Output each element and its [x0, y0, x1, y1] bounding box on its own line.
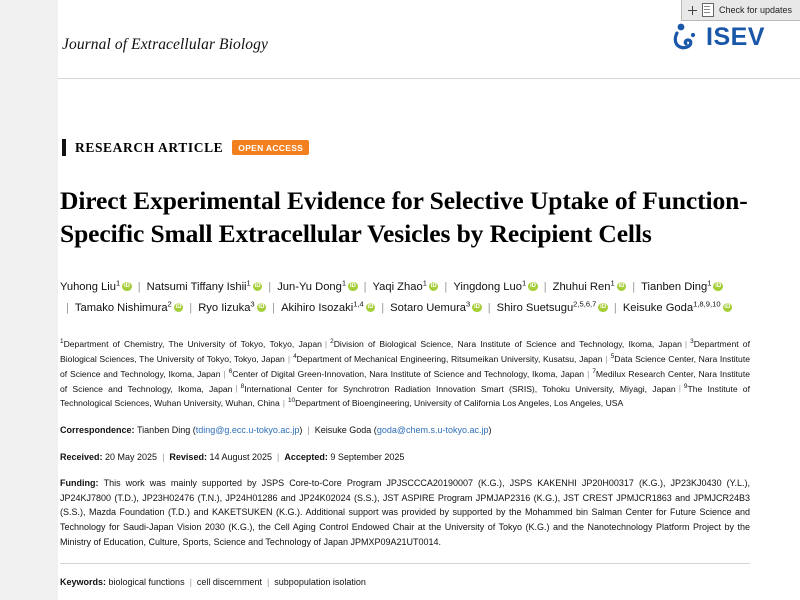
author-affiliation-marker: 1 — [116, 278, 121, 288]
author-name[interactable]: Zhuhui Ren$^1$ iD — [553, 281, 627, 293]
date-value-revised: 14 August 2025 — [209, 451, 273, 462]
author-separator: | — [381, 302, 385, 315]
crossmark-icon — [688, 6, 697, 15]
corresponding-author-email-link[interactable]: goda@chem.s.u-tokyo.ac.jp — [376, 425, 489, 436]
orcid-icon[interactable] — [723, 303, 733, 313]
author-affiliation-marker: 1,8,9,10 — [693, 299, 721, 309]
author-name[interactable]: Tamako Nishimura$^2$ iD — [75, 302, 183, 314]
correspondence-separator: | — [307, 425, 310, 436]
affiliation-marker: 3 — [690, 338, 694, 346]
keyword-item[interactable]: biological functions — [108, 577, 185, 588]
corresponding-author-name: Tianben Ding ( — [137, 425, 196, 436]
affiliation-separator: | — [684, 339, 688, 350]
affiliation-marker: 8 — [240, 382, 245, 390]
paper-title: Direct Experimental Evidence for Selective Uptake of Function-Specific Small Extracellular Vesicles by Recipient Cells — [60, 186, 748, 249]
corresponding-paren-close: ) — [488, 425, 492, 436]
publication-dates — [60, 450, 750, 465]
affiliation-separator: | — [587, 368, 590, 379]
date-label-revised: Revised: — [169, 451, 210, 462]
isev-wordmark: ISEV — [706, 22, 765, 51]
page-left-margin-rail — [0, 0, 58, 600]
open-access-badge: OPEN ACCESS — [232, 140, 309, 156]
affiliation-list — [60, 337, 750, 411]
affiliation-text: Medilux Research Center, Nara Institute of Science and Technology, Ikoma, Japan — [60, 368, 750, 394]
author-name[interactable]: Ryo Iizuka$^3$ iD — [198, 302, 266, 314]
orcid-icon[interactable] — [429, 282, 439, 292]
keyword-item[interactable]: cell discernment — [196, 577, 262, 588]
correspondence-label: Correspondence: — [60, 425, 138, 436]
author-affiliation-marker: 1 — [246, 278, 251, 288]
author-affiliation-marker: 3 — [250, 299, 255, 309]
affiliation-marker: 1 — [60, 338, 64, 346]
author-separator: | — [272, 302, 276, 315]
author-name[interactable]: Yaqi Zhao$^1$ iD — [373, 281, 439, 293]
author-affiliation-marker: 2 — [167, 299, 172, 309]
corresponding-author-name: Keisuke Goda ( — [314, 425, 377, 436]
affiliation-text: Division of Biological Science, Nara Institute of Science and Technology, Ikoma, Japan — [333, 339, 682, 350]
author-separator: | — [137, 281, 141, 294]
isev-logo[interactable] — [672, 22, 765, 52]
author-separator: | — [189, 302, 193, 315]
affiliation-separator: | — [678, 383, 681, 394]
author-separator: | — [632, 281, 636, 294]
author-affiliation-marker: 1 — [610, 278, 615, 288]
article-page — [58, 0, 800, 600]
article-type-row — [58, 139, 800, 156]
author-separator: | — [613, 302, 617, 315]
author-separator: | — [268, 281, 272, 294]
affiliation-separator: | — [235, 383, 238, 394]
correspondence-block[interactable] — [60, 423, 750, 438]
orcid-icon[interactable] — [472, 303, 482, 313]
affiliation-marker: 4 — [293, 352, 297, 360]
orcid-icon[interactable] — [257, 303, 267, 313]
funding-label: Funding: — [60, 478, 104, 489]
funding-statement — [60, 476, 750, 549]
affiliation-marker: 7 — [592, 367, 596, 375]
isev-emblem-icon — [672, 22, 700, 52]
keyword-separator: | — [266, 577, 270, 588]
orcid-icon[interactable] — [174, 303, 184, 313]
check-for-updates-label: Check for updates — [718, 5, 792, 15]
author-affiliation-marker: 3 — [466, 299, 471, 309]
document-icon — [702, 3, 714, 17]
affiliation-text: Department of Bioengineering, University of California Los Angeles, Los Angeles, USA — [295, 398, 624, 409]
affiliation-separator: | — [287, 353, 291, 364]
affiliation-separator: | — [282, 398, 285, 409]
affiliation-text: The Institute of Technological Sciences, Wuhan University, Wuhan, China — [60, 383, 750, 409]
author-separator: | — [487, 302, 491, 315]
affiliation-marker: 9 — [683, 382, 688, 390]
date-value-received: 20 May 2025 — [105, 451, 158, 462]
author-affiliation-marker: 1 — [422, 278, 427, 288]
author-affiliation-marker: 2,5,6,7 — [573, 299, 597, 309]
author-name[interactable]: Sotaro Uemura$^3$ iD — [390, 302, 482, 314]
check-for-updates-badge[interactable] — [681, 0, 800, 21]
journal-title: Journal of Extracellular Biology — [62, 36, 268, 53]
affiliation-marker: 6 — [228, 367, 233, 375]
author-separator: | — [363, 281, 367, 294]
orcid-icon[interactable] — [348, 282, 358, 292]
article-type-label: RESEARCH ARTICLE — [75, 139, 224, 155]
author-separator: | — [444, 281, 448, 294]
keywords-row — [60, 563, 750, 590]
orcid-icon[interactable] — [617, 282, 627, 292]
author-affiliation-marker: 1 — [341, 278, 347, 288]
affiliation-marker: 2 — [330, 338, 334, 346]
date-label-received: Received: — [60, 451, 106, 462]
keyword-item[interactable]: subpopulation isolation — [274, 577, 366, 588]
orcid-icon[interactable] — [598, 303, 608, 313]
author-list — [60, 276, 760, 319]
author-affiliation-marker: 1 — [521, 278, 527, 288]
author-separator: | — [66, 302, 69, 315]
date-label-accepted: Accepted: — [284, 451, 331, 462]
author-name[interactable]: Tianben Ding$^1$iD — [641, 281, 723, 293]
author-name[interactable]: Akihiro Isozaki$^{1,4}$ iD — [281, 302, 375, 314]
author-affiliation-marker: 1,4 — [353, 299, 364, 309]
affiliation-text: Data Science Center, Nara Institute of Science and Technology, Ikoma, Japan — [60, 353, 750, 379]
corresponding-author-email-link[interactable]: tding@g.ecc.u-tokyo.ac.jp — [195, 425, 300, 436]
affiliation-separator: | — [605, 353, 608, 364]
orcid-icon[interactable] — [253, 282, 263, 292]
affiliation-text: Center of Digital Green-Innovation, Nara Institute of Science and Technology, Ikoma, Japan — [232, 368, 585, 379]
affiliation-text: Department of Chemistry, The University of Tokyo, Tokyo, Japan — [63, 339, 322, 350]
author-name[interactable]: Natsumi Tiffany Ishii$^1$ iD — [147, 281, 263, 293]
accent-rule — [62, 139, 66, 156]
orcid-icon[interactable] — [366, 303, 376, 313]
author-name[interactable]: Jun-Yu Dong$^1$ iD — [277, 281, 357, 293]
orcid-icon[interactable] — [713, 282, 723, 292]
date-separator: | — [277, 451, 280, 462]
author-name[interactable]: Shiro Suetsugu$^{2,5,6,7}$ iD — [497, 302, 608, 314]
author-name[interactable]: Keisuke Goda$^{1,8,9,10}$iD — [623, 302, 732, 314]
affiliation-marker: 10 — [287, 397, 296, 405]
affiliation-separator: | — [324, 339, 328, 350]
author-separator: | — [543, 281, 547, 294]
keyword-separator: | — [189, 577, 192, 588]
corresponding-paren-close: ) — [299, 425, 303, 436]
affiliation-text: Department of Mechanical Engineering, Ritsumeikan University, Kusatsu, Japan — [296, 353, 603, 364]
affiliation-text: International Center for Synchrotron Radiation Innovation Smart (SRIS), Tohoku University, Miyagi, Japan — [244, 383, 676, 394]
funding-text: This work was mainly supported by JSPS Core-to-Core Program JPJSCCCA20190007 (K.G.), JSPS KAKENHI JP20H00317 (K.G.), JP23KJ0430 (Y.L.), JP24KJ7800 (T.D.), JP23H02476 (T.N.), JP24H01286 and JP24K02024 (S.S.), JST ASPIRE Program JPMJAP2316 (K.G.), JST CREST JPMJCR1863 and JPMJCR24B3 (S.S.), Mazda Foundation (T.D.) and KAKETSUKEN (K.G.). Additional support was provided by supported by the Mohammed bin Salman Center for Future Science and Technology for Saudi-Japan Vision 2030 (K.G.), the Cell Aging Control Endowed Chair at the University of Tokyo (K.G.) and the Nanotechnology Platform Project by the Ministry of Education, Culture, Sports, Science and Technology of Japan JPMXP09A21UT0014. — [60, 478, 750, 547]
affiliation-separator: | — [223, 368, 226, 379]
affiliation-text: Department of Biological Sciences, The University of Tokyo, Tokyo, Japan — [60, 339, 750, 364]
author-name[interactable]: Yingdong Luo$^1$ iD — [453, 281, 537, 293]
orcid-icon[interactable] — [528, 282, 538, 292]
affiliation-marker: 5 — [610, 352, 615, 360]
author-name[interactable]: Yuhong Liu$^1$ iD — [60, 281, 132, 293]
keywords-label: Keywords: — [60, 577, 109, 588]
date-value-accepted: 9 September 2025 — [330, 451, 405, 462]
orcid-icon[interactable] — [122, 282, 132, 292]
author-affiliation-marker: 1 — [707, 278, 712, 288]
date-separator: | — [162, 451, 165, 462]
